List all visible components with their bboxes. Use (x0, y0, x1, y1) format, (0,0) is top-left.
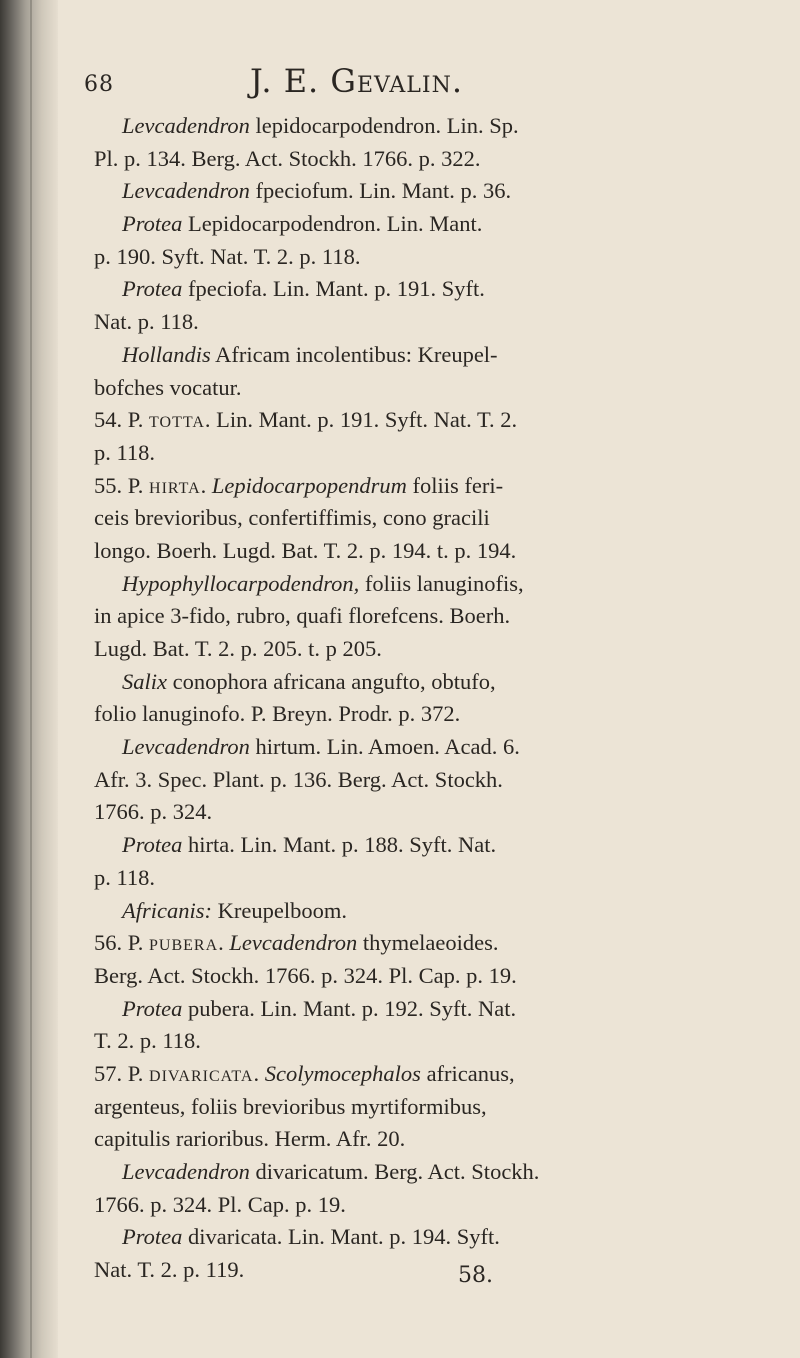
text-run: lepidocarpodendron. Lin. Sp. (249, 113, 519, 138)
text-line (84, 666, 784, 699)
body-text (84, 110, 784, 1287)
text-run: ceis brevioribus, confertiffimis, cono gracili (94, 505, 490, 531)
text-line (84, 372, 784, 405)
catchword: 58. (458, 1263, 493, 1288)
text-run: Afr. 3. Spec. Plant. p. 136. Berg. Act. Stockh. (94, 766, 503, 792)
text-run: p. 118. (94, 439, 156, 465)
italic-term: Africanis: (122, 897, 212, 923)
text-run: pubera. Lin. Mant. p. 192. Syft. Nat. (182, 995, 517, 1021)
text-line (84, 731, 784, 764)
text-line (84, 143, 784, 176)
text-run: Nat. p. 118. (94, 309, 199, 335)
text-line (84, 437, 784, 470)
text-run: divaricatum. Berg. Act. Stockh. (249, 1159, 540, 1184)
text-line (84, 273, 784, 306)
italic-term: Protea (122, 276, 183, 302)
italic-term: Protea (122, 832, 183, 858)
italic-term: Levcadendron (229, 930, 358, 956)
text-run: hirtum. Lin. Amoen. Acad. 6. (249, 734, 520, 760)
text-line (84, 110, 784, 143)
text-line (84, 535, 784, 568)
species-epithet: pubera (149, 930, 219, 956)
text-run: fpeciofum. Lin. Mant. p. 36. (249, 178, 512, 204)
text-run: Lepidocarpodendron. Lin. Mant. (182, 211, 483, 237)
italic-term: Levcadendron (122, 734, 250, 760)
text-run: bofches vocatur. (94, 374, 242, 400)
italic-term: Protea (122, 995, 183, 1021)
text-run: divaricata. Lin. Mant. p. 194. Syft. (182, 1224, 500, 1250)
text-line (84, 895, 784, 928)
text-run: 1766. p. 324. (94, 799, 213, 825)
text-run: p. 118. (94, 864, 156, 890)
text-line (84, 1221, 784, 1254)
text-line (84, 175, 784, 208)
text-run: fpeciofa. Lin. Mant. p. 191. Syft. (182, 276, 485, 302)
text-run: folio lanuginofo. P. Breyn. Prodr. p. 372. (94, 701, 461, 727)
text-run: longo. Boerh. Lugd. Bat. T. 2. p. 194. t. p. 194. (94, 537, 517, 563)
text-run: 57. P. (94, 1060, 150, 1086)
species-epithet: hirta (149, 472, 201, 498)
text-run: . Lin. Mant. p. 191. Syft. Nat. T. 2. (204, 407, 518, 433)
italic-term: Hollandis (122, 341, 211, 367)
text-line (84, 1156, 784, 1189)
running-head: J. E. Gevalin. (250, 62, 464, 100)
italic-term: Levcadendron (122, 1159, 250, 1184)
text-line (84, 927, 784, 960)
italic-term: Lepidocarpopendrum (211, 472, 407, 498)
text-line (84, 502, 784, 535)
text-run: T. 2. p. 118. (94, 1028, 201, 1054)
text-line (84, 633, 784, 666)
text-run: hirta. Lin. Mant. p. 188. Syft. Nat. (182, 832, 497, 858)
text-line (84, 470, 784, 503)
text-line (84, 339, 784, 372)
text-run: Africam incolentibus: Kreupel- (210, 341, 498, 367)
text-run: p. 190. Syft. Nat. T. 2. p. 118. (94, 243, 361, 269)
text-run: 55. P. (94, 472, 150, 498)
text-line (84, 404, 784, 437)
text-line (84, 796, 784, 829)
text-line (84, 829, 784, 862)
text-run: foliis lanuginofis, (359, 570, 524, 596)
text-run: . (218, 930, 230, 956)
text-line (84, 993, 784, 1026)
text-run: 1766. p. 324. Pl. Cap. p. 19. (94, 1191, 346, 1217)
text-line (84, 306, 784, 339)
text-line (84, 1025, 784, 1058)
text-run: Kreupelboom. (212, 897, 347, 923)
text-run: foliis feri- (406, 472, 504, 498)
page-header (84, 58, 784, 110)
italic-term: Levcadendron (122, 113, 250, 138)
text-line (84, 1091, 784, 1124)
italic-term: Scolymocephalos (264, 1060, 421, 1086)
text-run: in apice 3-fido, rubro, quafi florefcens. Boerh. (94, 603, 511, 629)
page-number: 68 (84, 72, 114, 97)
text-run: . (200, 472, 212, 498)
italic-term: Salix (122, 668, 167, 694)
text-run: Berg. Act. Stockh. 1766. p. 324. Pl. Cap. p. 19. (94, 962, 517, 988)
text-line (84, 600, 784, 633)
text-line (84, 862, 784, 895)
text-line (84, 960, 784, 993)
text-line (84, 1058, 784, 1091)
text-run: Lugd. Bat. T. 2. p. 205. t. p 205. (94, 636, 382, 661)
text-run: 54. P. (94, 407, 150, 433)
italic-term: Protea (122, 211, 183, 237)
text-run: conophora africana angufto, obtufo, (167, 668, 496, 694)
text-line (84, 1189, 784, 1222)
text-line (84, 698, 784, 731)
italic-term: Levcadendron (122, 178, 250, 204)
book-page (84, 58, 784, 1287)
text-line (84, 764, 784, 797)
text-run: Nat. T. 2. p. 119. (94, 1257, 245, 1283)
text-run: . (253, 1060, 265, 1086)
text-run: argenteus, foliis brevioribus myrtiformibus, (94, 1093, 487, 1119)
species-epithet: divaricata (149, 1060, 254, 1086)
species-epithet: totta (149, 407, 205, 433)
text-run: africanus, (420, 1060, 515, 1086)
text-run: thymelaeoides. (357, 930, 499, 956)
text-line (84, 1123, 784, 1156)
text-run: Pl. p. 134. Berg. Act. Stockh. 1766. p. 322. (94, 145, 481, 171)
text-line (84, 568, 784, 601)
text-run: capitulis rarioribus. Herm. Afr. 20. (94, 1126, 406, 1152)
text-line (84, 241, 784, 274)
book-binding-edge (0, 0, 58, 1358)
text-line (84, 208, 784, 241)
text-run: 56. P. (94, 930, 150, 956)
text-line (84, 1254, 784, 1287)
italic-term: Hypophyllocarpodendron, (122, 570, 360, 596)
italic-term: Protea (122, 1224, 183, 1250)
